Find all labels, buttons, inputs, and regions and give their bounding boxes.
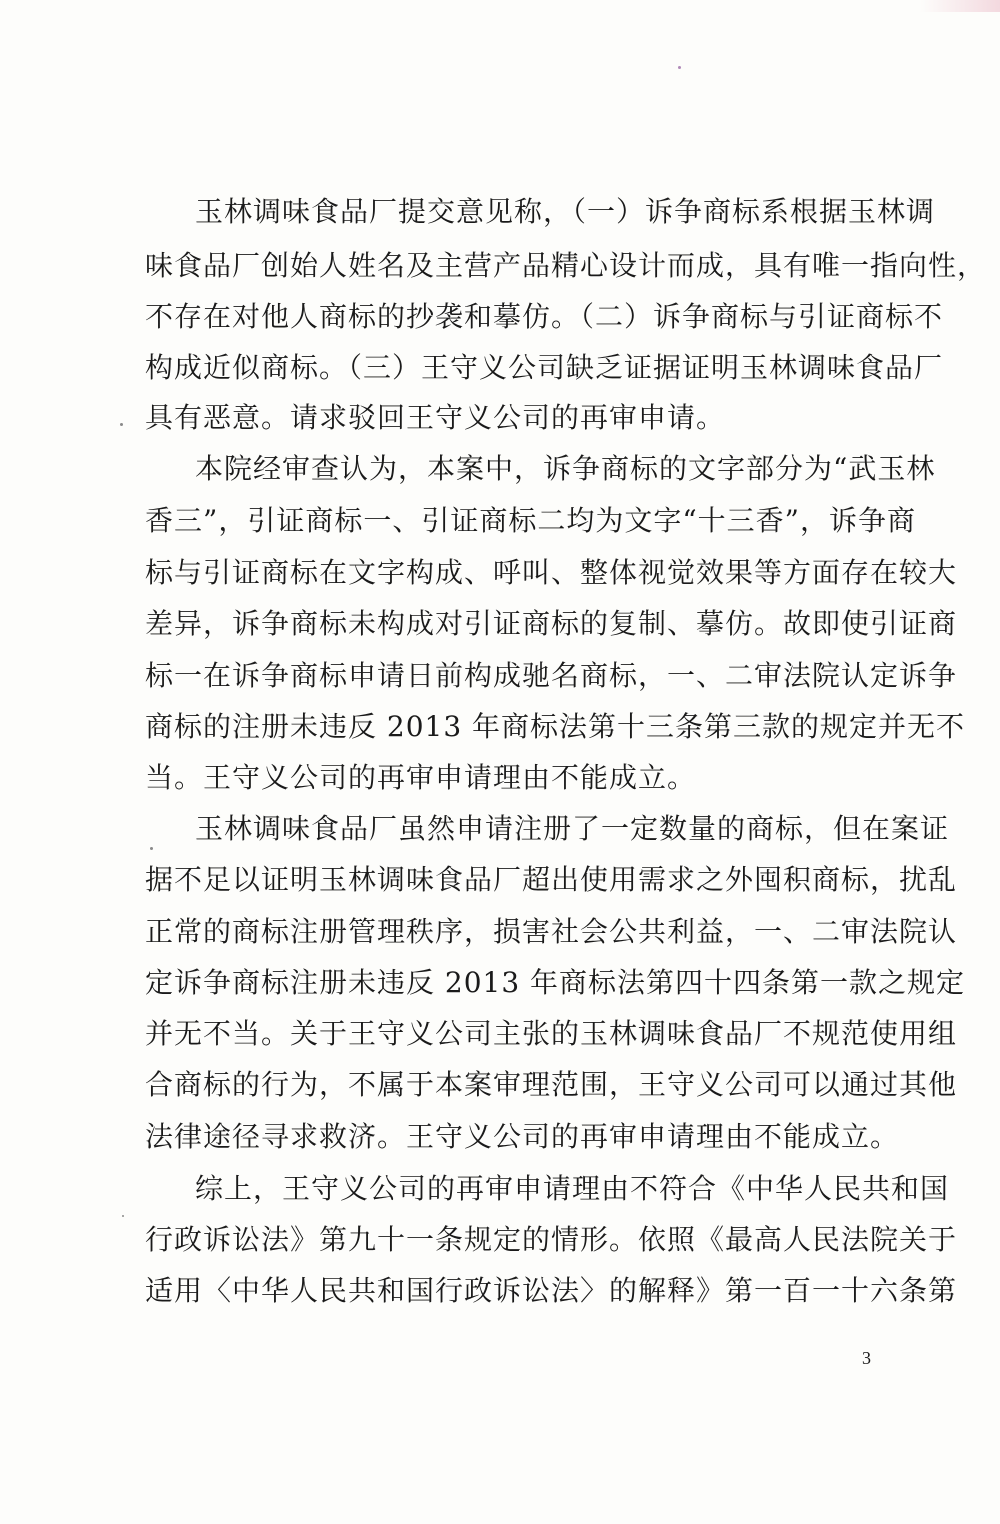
scan-speck: [678, 66, 681, 69]
paragraph-4-line-3: 适用〈中华人民共和国行政诉讼法〉的解释》第一百一十六条第: [145, 1274, 958, 1307]
paragraph-1-line-5: 具有恶意。请求驳回王守义公司的再审申请。: [145, 401, 726, 434]
paragraph-2-line-2: 香三”，引证商标一、引证商标二均为文字“十三香”，诉争商: [145, 504, 916, 537]
scan-speck: [120, 423, 123, 426]
scan-speck: [150, 847, 153, 850]
paragraph-3-line-5: 并无不当。关于王守义公司主张的玉林调味食品厂不规范使用组: [145, 1017, 958, 1050]
paragraph-2-line-6: 商标的注册未违反 2013 年商标法第十三条第三款的规定并无不: [145, 710, 966, 743]
paragraph-4-line-2: 行政诉讼法》第九十一条规定的情形。依照《最高人民法院关于: [145, 1223, 958, 1256]
paragraph-1-line-2: 味食品厂创始人姓名及主营产品精心设计而成，具有唯一指向性，: [145, 249, 987, 282]
paragraph-1-line-1: 玉林调味食品厂提交意见称，（一）诉争商标系根据玉林调: [195, 195, 936, 228]
paragraph-3-line-4: 定诉争商标注册未违反 2013 年商标法第四十四条第一款之规定: [145, 966, 966, 999]
paragraph-2-line-5: 标一在诉争商标申请日前构成驰名商标，一、二审法院认定诉争: [145, 659, 958, 692]
page-number: 3: [862, 1348, 871, 1368]
paragraph-4-line-1: 综上，王守义公司的再审申请理由不符合《中华人民共和国: [195, 1172, 950, 1205]
paragraph-2-line-7: 当。王守义公司的再审申请理由不能成立。: [145, 761, 697, 794]
paragraph-3-line-2: 据不足以证明玉林调味食品厂超出使用需求之外囤积商标，扰乱: [145, 863, 958, 896]
paragraph-3-line-3: 正常的商标注册管理秩序，损害社会公共利益，一、二审法院认: [145, 915, 958, 948]
paragraph-1-line-4: 构成近似商标。（三）王守义公司缺乏证据证明玉林调味食品厂: [145, 351, 944, 384]
scan-speck: [122, 1215, 124, 1217]
paragraph-2-line-1: 本院经审查认为，本案中，诉争商标的文字部分为“武玉林: [195, 452, 936, 485]
paragraph-3-line-7: 法律途径寻求救济。王守义公司的再审申请理由不能成立。: [145, 1120, 900, 1153]
paragraph-1-line-3: 不存在对他人商标的抄袭和摹仿。（二）诉争商标与引证商标不: [145, 300, 944, 333]
paragraph-3-line-1: 玉林调味食品厂虽然申请注册了一定数量的商标，但在案证: [195, 812, 950, 845]
paragraph-2-line-4: 差异，诉争商标未构成对引证商标的复制、摹仿。故即使引证商: [145, 607, 958, 640]
paragraph-3-line-6: 合商标的行为，不属于本案审理范围，王守义公司可以通过其他: [145, 1068, 958, 1101]
paragraph-2-line-3: 标与引证商标在文字构成、呼叫、整体视觉效果等方面存在较大: [145, 556, 958, 589]
scan-edge-tint: [920, 0, 1000, 12]
